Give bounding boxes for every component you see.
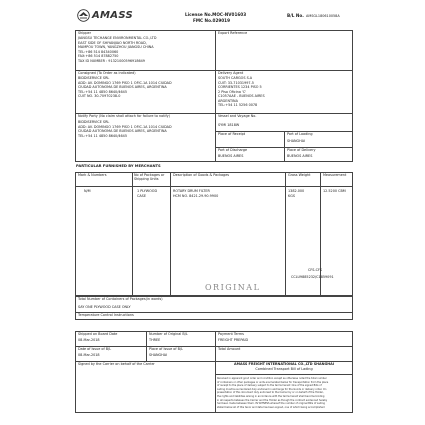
notify-line: TEL:+54 11 4850 8640/4645 — [78, 133, 127, 138]
terms-line: of receipt to the place of delivery subject to the terms hereof. One of the signed Bills of — [217, 384, 322, 388]
delivery-agent-line: 2 Piso Oficina 'C' — [218, 89, 247, 94]
terms-line: had been made between them. IN WITNESS whereof the number of original Bills of Lading — [217, 402, 325, 406]
terms-line: stated below all of this tenor and date has been signed, one of which being accomplished — [217, 405, 325, 409]
terms-line: in all respects between the Carrier and the Holder as though the contract evidenced hereby — [217, 398, 328, 402]
col-header-marks: Mark & Numbers — [78, 173, 107, 177]
consignee-line: ADD: AV. DOMINGO 1769 PISO 1 OFIC.1A 1014 CIUDAD — [78, 80, 172, 85]
delivery-agent-line: CUIT: 33-71031997-5 — [218, 80, 254, 85]
delivery-agent-label: Delivery Agent — [218, 71, 244, 75]
cargo-container: CCLU9885232/C1859091 — [291, 275, 334, 279]
total-amount-label: Total Amount — [218, 347, 241, 351]
terms-line: of containers or other packages or units enumerated below for transportation from the place — [217, 380, 329, 384]
date-of-issue-value: 08-Mar-2018 — [78, 353, 100, 357]
cargo-description: HCM NO. 8421.29.90.9900 — [173, 194, 219, 198]
export-reference-label: Export Reference — [218, 31, 248, 35]
number-original-value: THREE — [149, 338, 161, 342]
shipper-line: FAX:+86 514 87882750 — [78, 54, 119, 58]
consignee-line: CIUDAD AUTONOMA DE BUENOS AIRES, ARGENTINA — [78, 85, 167, 89]
col-header-weight: Gross Weight — [288, 173, 311, 177]
delivery-agent-line: C1057AAE - BUENOS AIRES — [218, 94, 265, 98]
consignee-label: Consigned (To Order as indicated) — [78, 71, 136, 75]
notify-line: ADD: AV. DOMINGO 1769 PISO 1 OFIC.1A 1014 CIUDAD — [78, 124, 172, 129]
cargo-packages: 1 PLYWOOD — [137, 189, 158, 193]
terms-line: Lading must be surrendered duly endorsed in exchange for the Goods or delivery order. On — [217, 387, 327, 391]
carrier-doc-title: Combined Transport Bill of Lading — [255, 367, 313, 371]
cargo-measurement: 12.5200 CBM — [323, 189, 346, 193]
brand-name: AMASS — [92, 10, 133, 21]
carrier-terms — [217, 377, 351, 409]
shipper-line: TAX ID NUMBER : 91321000596918649 — [78, 58, 145, 63]
col-header-description: Description of Goods & Packages — [173, 173, 230, 177]
place-of-delivery-value: BUENOS AIRES — [287, 154, 313, 158]
port-of-discharge-label: Port of Discharge — [218, 148, 248, 152]
col-header-measurement: Measurement — [323, 173, 347, 177]
cargo-weight: 1382.000 — [288, 189, 305, 193]
notify-line: CIUDAD AUTONOMA DE BUENOS AIRES, ARGENTINA — [78, 129, 167, 133]
license-number: License No.MOC-NV01603 — [185, 12, 247, 17]
notify-line: BIDDISERVICE SRL — [78, 120, 110, 124]
payment-terms-value: FREIGHT PREPAID — [218, 338, 249, 342]
place-of-delivery-label: Place of Delivery — [287, 148, 316, 152]
port-of-loading-label: Port of Loading — [287, 132, 313, 136]
bl-number-label: B/L No. — [287, 13, 304, 18]
terms-line: Received in apparent good order and condition except as otherwise noted the total number — [217, 377, 327, 380]
particulars-title: PARTICULAR FURNISHED BY MERCHANTS — [76, 164, 161, 168]
delivery-agent-line: SOUTH CARGOS S.A — [218, 76, 253, 80]
shipper-line: MAMPOU TOWN, YANGZHOU JIANGSU CHINA — [78, 45, 154, 49]
delivery-agent-line: TEL:+54 11 5256 0078 — [218, 103, 258, 107]
terms-line: presentation of this document duly endorsed to the Carrier by or on behalf of the Holder, — [217, 391, 324, 395]
shipper-line: EAST SIDE OF SHIYANJIAO NORTH ROAD, — [78, 40, 147, 45]
place-of-receipt-label: Place of Receipt — [218, 132, 246, 136]
total-packages-label: Total Number of Containers of Packages(in words) — [78, 297, 163, 301]
consignee-line: TEL:+54 11 4850 8640/4645 — [78, 89, 127, 94]
shipped-on-board-label: Shipped on Board Date — [78, 332, 118, 336]
port-of-loading-value: SHANGHAI — [287, 139, 306, 143]
vessel-value: SYMI 1818W — [218, 123, 240, 127]
cargo-service: CFS-CFS — [308, 268, 323, 272]
shipper-label: Shipper — [78, 31, 92, 35]
shipper-line: JIANGSU TECHANGE ENVIRONMENTAL CO.,LTD — [78, 36, 157, 40]
col-header-packages: No of Packages or Shipping Units — [134, 173, 165, 181]
payment-terms-label: Payment Terms — [218, 332, 244, 336]
delivery-agent-line: ARGENTINA — [218, 98, 238, 103]
shipper-line: TEL:+86 514 84340060 — [78, 49, 119, 54]
number-original-label: Number of Original B/L — [149, 332, 188, 336]
fmc-number: FMC No.029019 — [193, 18, 231, 23]
port-of-discharge-value: BUENOS AIRES — [218, 154, 244, 158]
consignee-line: BIDDISERVICE SRL — [78, 76, 110, 80]
bl-number: AMSGL180610058A — [306, 13, 340, 18]
delivery-agent-line: CORRIENTES 1234 PISO 5 — [218, 85, 262, 89]
terms-line: the rights and liabilities arising in accordance with the terms hereof shall become binding — [217, 394, 325, 398]
temperature-label: Temperature Control Instructions — [78, 313, 134, 317]
total-packages-value: SAY ONE PLYWOOD CASE ONLY — [78, 305, 131, 309]
cargo-packages: CASE — [137, 194, 146, 198]
amass-logo-icon — [77, 9, 90, 22]
notify-label: Notify Party (No claim shall attach for failure to notify) — [78, 114, 170, 118]
place-of-issue-label: Place of Issue of B/L — [149, 347, 183, 351]
date-of-issue-label: Date of Issue of B/L — [78, 347, 112, 351]
signed-label: Signed by the Carrier on behalf of the Carrier — [78, 362, 155, 366]
place-of-issue-value: SHANGHAI — [149, 353, 168, 357]
cargo-description: ROTARY DRUM FILTER — [173, 189, 210, 193]
original-watermark: ORIGINAL — [205, 283, 261, 292]
shipped-on-board-value: 08-Mar-2018 — [78, 338, 100, 342]
cargo-marks: N/M — [84, 189, 91, 193]
consignee-line: CUIT NO. 30-70970238-0 — [78, 94, 121, 98]
carrier-name: AMASS FREIGHT INTERNATIONAL CO.,LTD SHANGHAI — [234, 362, 334, 366]
cargo-weight-unit: KGS — [288, 194, 296, 198]
vessel-label: Vessel and Voyage No. — [218, 114, 257, 118]
